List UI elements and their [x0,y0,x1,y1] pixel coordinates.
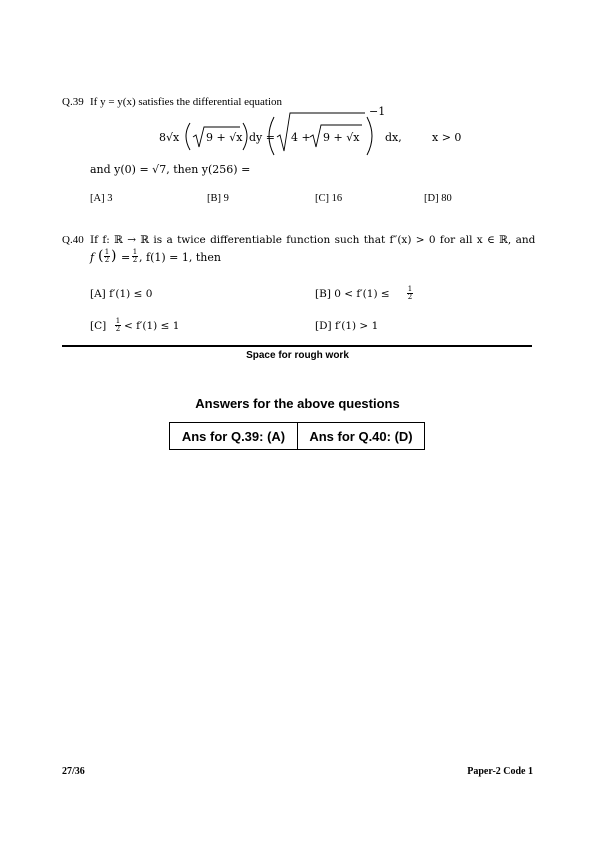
q39-differential-equation [150,103,530,163]
eq-inner-right-b: 9 + √x [323,131,360,144]
answers-title: Answers for the above questions [195,396,400,411]
q40-f-symbol: f [90,251,95,264]
rough-work-label: Space for rough work [246,350,349,361]
q40-stem: If f: ℝ → ℝ is a twice differentiable function such that f″(x) > 0 for all x ∈ ℝ, and [90,234,536,246]
q40-c-half-fraction: 1 2 [115,317,121,333]
q39-stem: If y = y(x) satisfies the differential equation [90,96,283,108]
eq-inner-left: 9 + √x [206,131,243,144]
answer-q40-box: Ans for Q.40: (D) [297,422,425,450]
paper-code: Paper-2 Code 1 [467,766,533,777]
q40-half-fraction-a: 1 2 [104,248,110,264]
q40-option-b[interactable]: [B] 0 < f′(1) ≤ 1 2 [315,285,413,301]
q40-b-half-fraction: 1 2 [407,285,413,301]
q40-option-a[interactable]: [A] f′(1) ≤ 0 [90,288,153,300]
q40-half-fraction-b: 1 2 [132,248,138,264]
q39-option-a[interactable]: [A] 3 [90,193,113,204]
q39-option-d[interactable]: [D] 80 [424,193,452,204]
answer-q39-box: Ans for Q.39: (A) [169,422,298,450]
q39-option-c[interactable]: [C] 16 [315,193,343,204]
q40-stem-tail: , f(1) = 1, then [139,251,221,264]
eq-dx: dx, [385,131,402,144]
q40-equals: = [121,251,131,264]
eq-condition: x > 0 [432,131,462,144]
eq-dy: dy = [249,131,275,144]
eq-exponent: −1 [369,105,386,118]
page-number: 27/36 [62,766,85,777]
q39-followup: and y(0) = √7, then y(256) = [90,163,251,176]
q40-label: Q.40 [62,234,84,246]
q40-option-c[interactable]: [C] 1 2 < f′(1) ≤ 1 [90,317,180,333]
q39-label: Q.39 [62,96,84,108]
eq-inner-right-a: 4 + [291,131,311,144]
rough-work-divider [62,345,532,347]
eq-lhs-coeff: 8√x [159,131,180,144]
q39-option-b[interactable]: [B] 9 [207,193,229,204]
q40-option-d[interactable]: [D] f′(1) > 1 [315,320,379,332]
